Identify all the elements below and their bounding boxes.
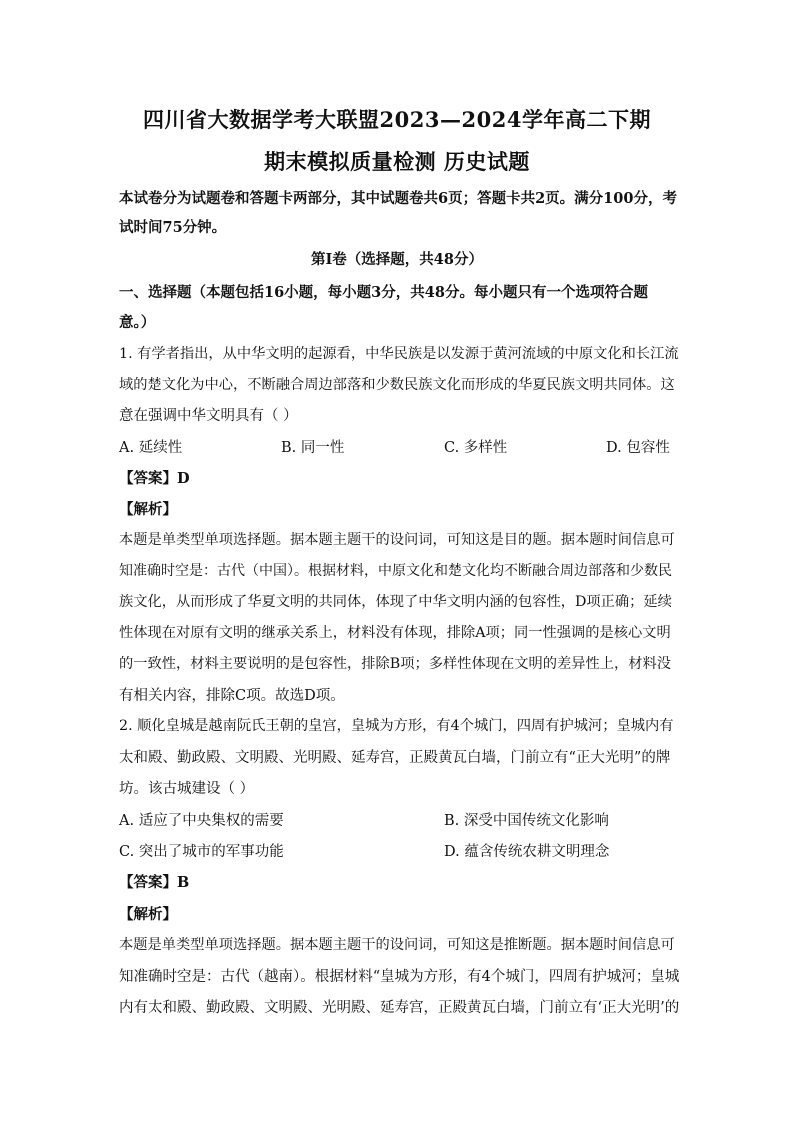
intro-line2: 试时间75分钟。: [119, 219, 227, 236]
q1-analysis-line: 的一致性，材料主要说明的是包容性，排除B项；多样性体现在文明的差异性上，材料没: [119, 656, 671, 672]
q2-analysis-line: 本题是单类型单项选择题。据本题主题干的设问词，可知这是推断题。据本题时间信息可: [119, 937, 675, 953]
q1-analysis-line: 族文化，从而形成了华夏文明的共同体，体现了中华文明内涵的包容性，D项正确；延续: [119, 594, 672, 610]
q2-analysis-line: 内有太和殿、勤政殿、文明殿、光明殿、延寿宫，正殿黄瓦白墙，门前立有‘正大光明’的: [119, 1000, 680, 1016]
q2-option-d: D. 蕴含传统农耕文明理念: [444, 844, 610, 860]
q1-option-a: A. 延续性: [119, 440, 183, 456]
q1-option-d: D. 包容性: [606, 440, 670, 456]
q1-analysis-line: 知准确时空是：古代（中国）。根据材料，中原文化和楚文化均不断融合周边部落和少数民: [119, 563, 672, 579]
q2-analysis-label: 【解析】: [119, 906, 177, 923]
q1-stem-line3: 意在强调中华文明具有（ ）: [119, 408, 298, 424]
q2-analysis-line: 知准确时空是：古代（越南）。根据材料“皇城为方形，有4个城门，四周有护城河；皇城: [119, 969, 680, 985]
q2-option-b: B. 深受中国传统文化影响: [444, 813, 609, 829]
q1-option-c: C. 多样性: [444, 440, 508, 456]
q2-stem-line2: 太和殿、勤政殿、文明殿、光明殿、延寿宫，正殿黄瓦白墙，门前立有“正大光明”的牌: [119, 750, 671, 766]
q1-answer: 【答案】D: [119, 470, 190, 487]
q1-stem-line2: 域的楚文化为中心，不断融合周边部落和少数民族文化而形成的华夏民族文明共同体。这: [119, 377, 675, 393]
q1-analysis-line: 有相关内容，排除C项。故选D项。: [119, 688, 345, 704]
document-title-line1: 四川省大数据学考大联盟2023—2024学年高二下期: [143, 107, 651, 132]
intro-line1: 本试卷分为试题卷和答题卡两部分，其中试题卷共6页；答题卡共2页。满分100分，考: [119, 190, 677, 207]
q1-analysis-line: 性体现在对原有文明的继承关系上，材料没有体现，排除A项；同一性强调的是核心文明: [119, 625, 671, 641]
q2-option-c: C. 突出了城市的军事功能: [119, 844, 284, 860]
section-instructions-line1: 一、选择题（本题包括16小题，每小题3分，共48分。每小题只有一个选项符合题: [119, 284, 648, 301]
q1-analysis-line: 本题是单类型单项选择题。据本题主题干的设问词，可知这是目的题。据本题时间信息可: [119, 532, 675, 548]
q1-stem-line1: 1. 有学者指出，从中华文明的起源看，中华民族是以发源于黄河流域的中原文化和长江流: [119, 346, 679, 362]
document-title-line2: 期末模拟质量检测 历史试题: [264, 149, 530, 174]
q1-option-b: B. 同一性: [281, 440, 345, 456]
q2-stem-line1: 2. 顺化皇城是越南阮氏王朝的皇宫，皇城为方形，有4个城门，四周有护城河；皇城内有: [119, 718, 674, 734]
q2-option-a: A. 适应了中央集权的需要: [119, 813, 284, 829]
part-title: 第I卷（选择题，共48分）: [311, 251, 483, 268]
section-instructions-line2: 意。）: [119, 314, 156, 331]
q2-answer: 【答案】B: [119, 874, 190, 891]
q2-stem-line3: 坊。该古城建设（ ）: [119, 781, 255, 797]
q1-analysis-label: 【解析】: [119, 501, 177, 518]
